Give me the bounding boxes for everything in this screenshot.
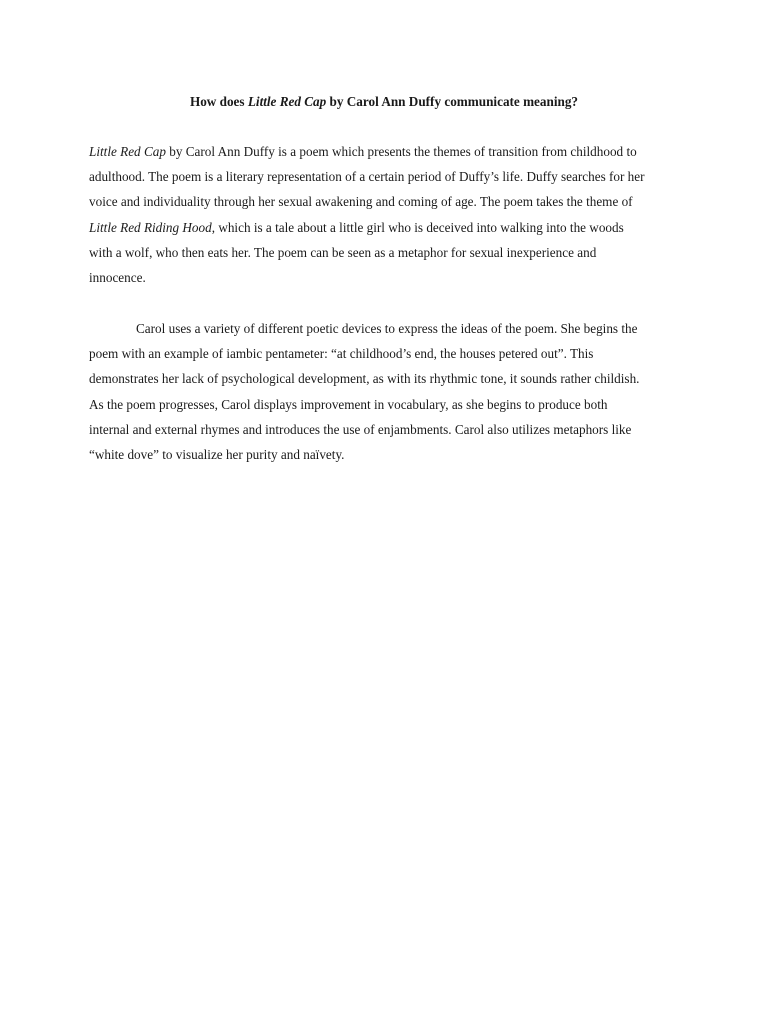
paragraph-line: demonstrates her lack of psychological development, as with its rhythmic tone, it sounds rather childish. (89, 371, 640, 387)
title-italic: Little Red Cap (247, 94, 327, 109)
paragraph-line: with a wolf, who then eats her. The poem can be seen as a metaphor for sexual inexperience and (89, 244, 597, 260)
paragraph-devices (89, 316, 679, 467)
title-suffix: by Carol Ann Duffy communicate meaning? (326, 94, 579, 109)
title-prefix: How does (189, 94, 248, 109)
paragraph-line: internal and external rhymes and introduces the use of enjambments. Carol also utilizes metaphors like (89, 421, 632, 437)
poem-title-italic: Little Red Cap (89, 144, 166, 159)
line-text: , which is a tale about a little girl who is deceived into walking into the woods (211, 219, 624, 235)
paragraph-line: adulthood. The poem is a literary representation of a certain period of Duffy’s life. Duffy searches for her (89, 169, 645, 185)
tale-title-italic: Little Red Riding Hood (89, 219, 212, 235)
line-text: by Carol Ann Duffy is a poem which presents the themes of transition from childhood to (165, 144, 637, 159)
paragraph-line: innocence. (89, 270, 146, 286)
paragraph-line (89, 139, 679, 164)
paragraph-line: “white dove” to visualize her purity and naïvety. (89, 447, 345, 463)
paragraph-line: poem with an example of iambic pentameter: “at childhood’s end, the houses petered out”. This (89, 346, 594, 362)
paragraph-line: As the poem progresses, Carol displays improvement in vocabulary, as she begins to produce both (89, 396, 608, 412)
paragraph-line (89, 215, 679, 240)
paragraph-intro (89, 139, 679, 290)
paragraph-line: Carol uses a variety of different poetic devices to express the ideas of the poem. She begins the (136, 321, 638, 336)
document-title (89, 92, 679, 112)
paragraph-line: voice and individuality through her sexual awakening and coming of age. The poem takes the theme of (89, 194, 633, 210)
